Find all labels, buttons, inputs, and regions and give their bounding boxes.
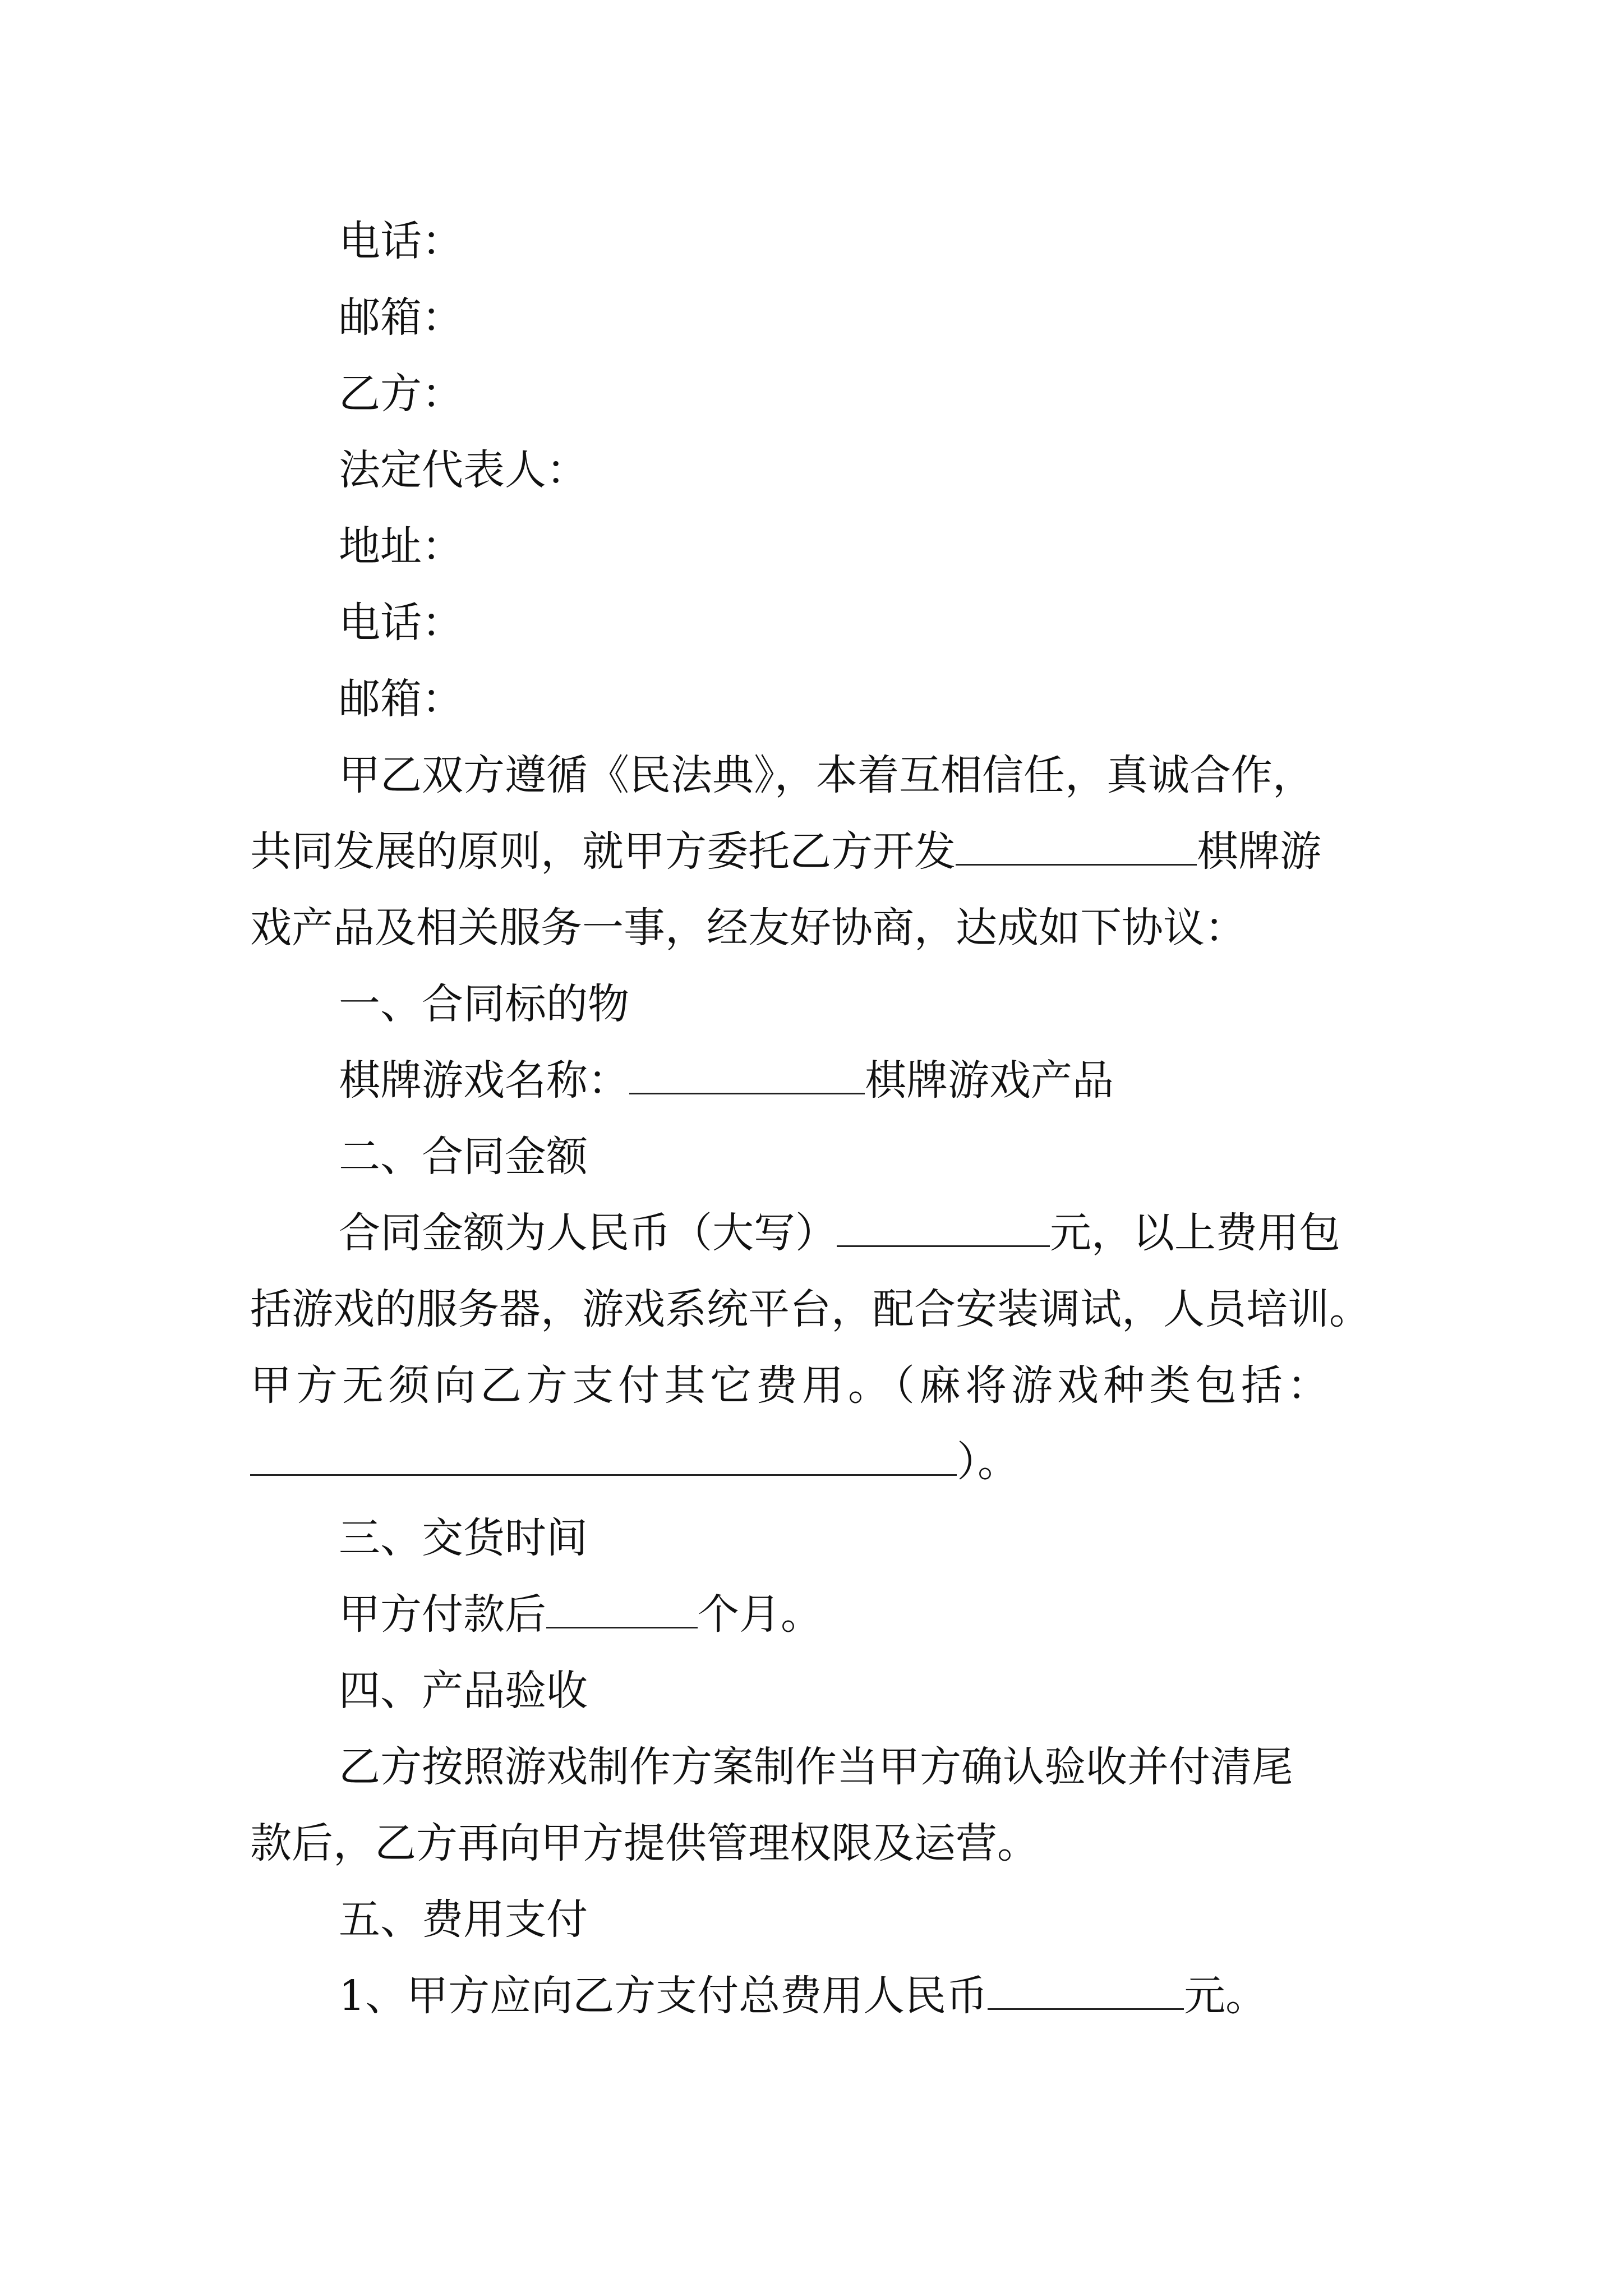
field-label: 电话：: [339, 599, 463, 647]
fill-blank: [250, 1443, 957, 1476]
fill-blank: [837, 1214, 1050, 1247]
preamble-line-2: [250, 826, 1321, 877]
paragraph-text: 甲乙双方遵循《民法典》，本着互相信任，真诚合作，: [339, 751, 1314, 799]
field-label: 乙方：: [339, 370, 463, 418]
paragraph-text: 棋牌游: [1197, 827, 1321, 876]
paragraph-text: 棋牌游戏名称：: [339, 1056, 629, 1105]
amount-line-1: [339, 1208, 1340, 1258]
paragraph-text: 甲方付款后: [339, 1590, 546, 1639]
paragraph-text: 甲方无须向乙方支付其它费用。（麻将游戏种类包括：: [250, 1361, 1333, 1410]
field-phone-b: [339, 597, 463, 648]
acceptance-line-2: [250, 1818, 1039, 1869]
section-heading-5: [339, 1894, 588, 1945]
fill-blank: [956, 832, 1197, 866]
fill-blank: [629, 1061, 865, 1094]
game-name-line: [339, 1055, 1114, 1106]
paragraph-text: 乙方按照游戏制作方案制作当甲方确认验收并付清尾: [339, 1743, 1293, 1791]
paragraph-text: 共同发展的原则，就甲方委托乙方开发: [250, 827, 956, 876]
amount-line-3: [250, 1360, 1333, 1411]
section-title: 二、合同金额: [339, 1133, 588, 1181]
section-title: 四、产品验收: [339, 1667, 588, 1715]
preamble-line-1: [339, 750, 1314, 800]
paragraph-text: 括游戏的服务器，游戏系统平台，配合安装调试，人员培训。: [250, 1285, 1371, 1333]
paragraph-text: 合同金额为人民币（大写）: [339, 1209, 837, 1257]
acceptance-line-1: [339, 1742, 1293, 1792]
field-phone-a: [339, 216, 463, 266]
amount-line-2: [250, 1284, 1371, 1335]
fill-blank: [546, 1595, 698, 1628]
field-label: 电话：: [339, 217, 463, 265]
field-email-b: [339, 674, 463, 724]
section-title: 一、合同标的物: [339, 980, 629, 1028]
field-party-b: [339, 369, 463, 419]
field-label: 法定代表人：: [339, 446, 588, 494]
section-heading-4: [339, 1665, 588, 1716]
payment-line-1: [339, 1971, 1267, 2021]
section-heading-3: [339, 1513, 588, 1563]
delivery-line: [339, 1589, 822, 1640]
paragraph-text: 款后，乙方再向甲方提供管理权限及运营。: [250, 1819, 1039, 1867]
paragraph-text: 棋牌游戏产品: [865, 1056, 1114, 1105]
section-title: 三、交货时间: [339, 1514, 588, 1562]
field-label: 邮箱：: [339, 293, 463, 342]
fill-blank: [988, 1977, 1184, 2010]
field-label: 地址：: [339, 522, 463, 570]
field-legal-rep-b: [339, 445, 588, 495]
field-address-b: [339, 521, 463, 572]
section-title: 五、费用支付: [339, 1895, 588, 1944]
paragraph-text: 个月。: [698, 1590, 822, 1639]
field-label: 邮箱：: [339, 675, 463, 723]
field-email-a: [339, 292, 463, 343]
paragraph-text: 元。: [1184, 1972, 1267, 2020]
amount-line-4: [250, 1437, 1019, 1487]
section-heading-2: [339, 1131, 588, 1182]
section-heading-1: [339, 979, 629, 1029]
paragraph-text: ）。: [957, 1438, 1019, 1486]
preamble-line-3: [250, 903, 1246, 953]
paragraph-text: 元，以上费用包: [1050, 1209, 1340, 1257]
paragraph-text: 戏产品及相关服务一事，经友好协商，达成如下协议：: [250, 904, 1246, 952]
paragraph-text: 1、甲方应向乙方支付总费用人民币: [339, 1972, 988, 2020]
